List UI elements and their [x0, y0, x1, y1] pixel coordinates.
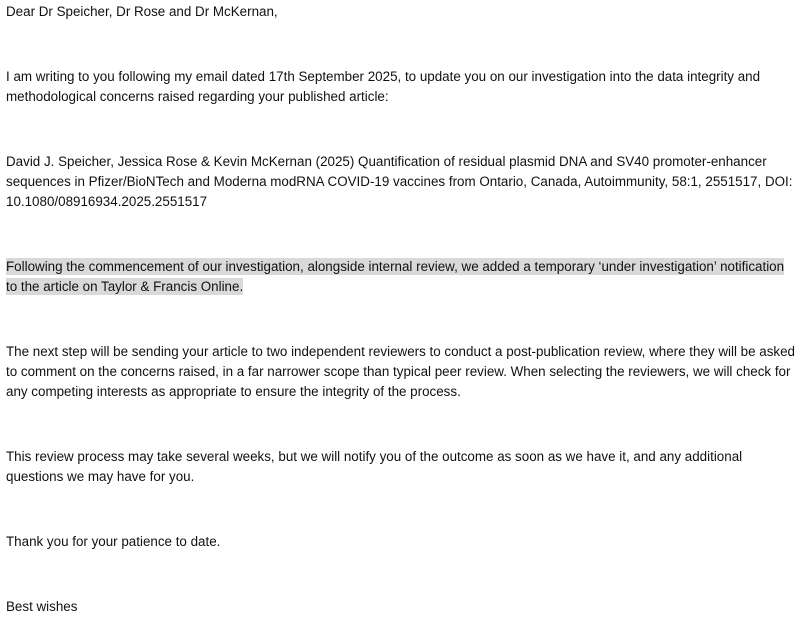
next-step-paragraph — [6, 342, 796, 402]
citation-text: David J. Speicher, Jessica Rose & Kevin McKernan (2025) Quantification of residual plasmid DNA and SV40 promoter-enhancer sequences in Pfizer/BioNTech and Moderna modRNA COVID-19 vaccines from Ontario, Canada, Autoimmunity, 58:1, 2551517, DOI: 10.1080/08916934.2025.2551517 — [6, 154, 793, 209]
next-step-text: The next step will be sending your article to two independent reviewers to conduct a post-publication review, where they will be asked to comment on the concerns raised, in a far narrower scope than typical peer review. When selecting the reviewers, we will check for any competing interests as appropriate to ensure the integrity of the process. — [6, 344, 795, 399]
signoff-text: Best wishes — [6, 599, 78, 614]
highlighted-notice-text: Following the commencement of our investigation, alongside internal review, we added a temporary ‘under investigation’ notification to the article on Taylor & Francis Online. — [6, 259, 785, 294]
thanks-paragraph — [6, 532, 796, 552]
salutation — [6, 2, 796, 22]
intro-text: I am writing to you following my email dated 17th September 2025, to update you on our investigation into the data integrity and methodological concerns raised regarding your published article: — [6, 69, 761, 104]
timeline-text: This review process may take several weeks, but we will notify you of the outcome as soon as we have it, and any additional questions we may have for you. — [6, 449, 743, 484]
thanks-text: Thank you for your patience to date. — [6, 534, 221, 549]
investigation-notice-paragraph — [6, 257, 796, 297]
article-citation — [6, 152, 796, 212]
timeline-paragraph — [6, 447, 796, 487]
signoff — [6, 597, 796, 617]
salutation-text: Dear Dr Speicher, Dr Rose and Dr McKernan, — [6, 4, 278, 19]
intro-paragraph — [6, 67, 796, 107]
